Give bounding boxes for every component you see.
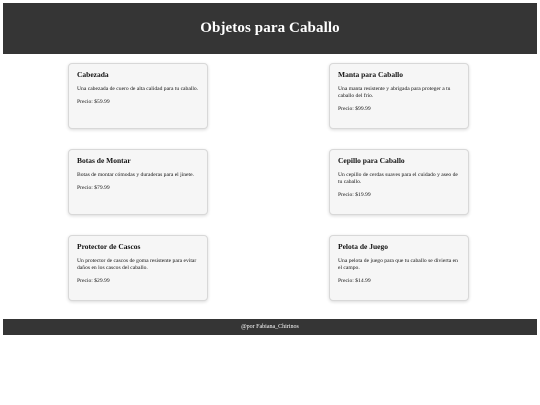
- product-description: Un protector de cascos de goma resistente para evitar daños en los cascos del caballo.: [77, 258, 197, 271]
- page: [3, 3, 537, 335]
- site-footer: [3, 319, 537, 335]
- product-card-cepillo: [329, 149, 469, 215]
- product-card-pelota: [329, 235, 469, 301]
- product-description: Botas de montar cómodas y duraderas para el jinete.: [77, 172, 194, 178]
- product-price: Precio: $79.99: [77, 185, 110, 191]
- footer-credit: @por Fabiana_Chirinos: [241, 324, 299, 330]
- product-price: Precio: $14.99: [338, 278, 371, 284]
- product-card-cabezada: [68, 63, 208, 129]
- product-price: Precio: $59.99: [77, 99, 110, 105]
- product-price: Precio: $29.99: [77, 278, 110, 284]
- product-name: Cabezada: [77, 70, 109, 79]
- product-grid: [3, 54, 537, 319]
- product-description: Una manta resistente y abrigada para proteger a tu caballo del frío.: [338, 86, 451, 99]
- product-name: Manta para Caballo: [338, 70, 404, 79]
- product-card-botas: [68, 149, 208, 215]
- site-header: [3, 3, 537, 54]
- page-title: Objetos para Caballo: [200, 20, 340, 36]
- product-description: Un cepillo de cerdas suaves para el cuidado y aseo de tu caballo.: [338, 172, 458, 185]
- product-description: Una cabezada de cuero de alta calidad para tu caballo.: [77, 86, 199, 92]
- product-price: Precio: $99.99: [338, 106, 371, 112]
- product-name: Botas de Montar: [77, 156, 131, 165]
- product-name: Pelota de Juego: [338, 242, 388, 251]
- product-name: Protector de Cascos: [77, 242, 141, 251]
- product-name: Cepillo para Caballo: [338, 156, 405, 165]
- product-card-protector: [68, 235, 208, 301]
- product-description: Una pelota de juego para que tu caballo se divierta en el campo.: [338, 258, 458, 271]
- product-price: Precio: $19.99: [338, 192, 371, 198]
- product-card-manta: [329, 63, 469, 129]
